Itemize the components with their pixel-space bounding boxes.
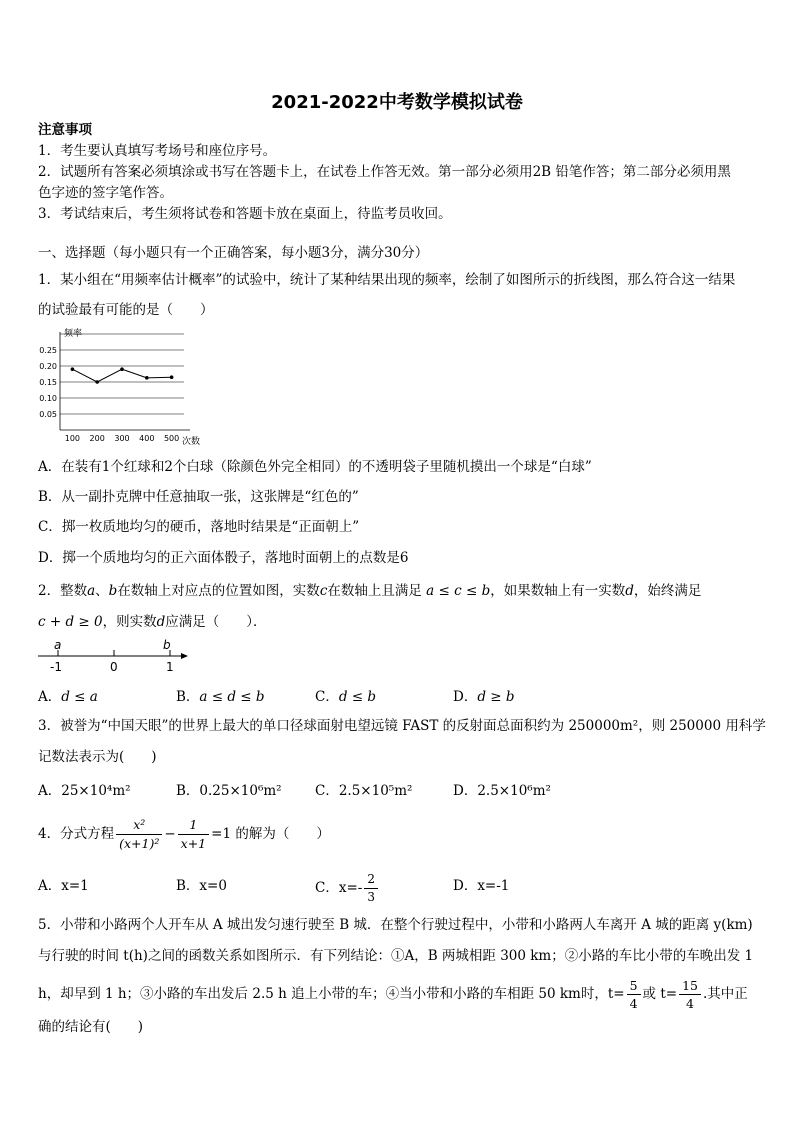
q2-text: 在数轴上且满足: [327, 583, 422, 599]
section-heading: 一、选择题（每小题只有一个正确答案，每小题3分，满分30分）: [38, 245, 429, 261]
q2-number-line: [36, 636, 196, 676]
q2-stem-line2: [38, 612, 758, 632]
axis-tick-neg1: -1: [50, 660, 62, 674]
q5-stem-line4: 确的结论有( ): [38, 1019, 144, 1035]
var-a: a: [87, 583, 96, 599]
q1-option-c: C．掷一枚质地均匀的硬币，落地时结果是“正面朝上”: [38, 519, 360, 535]
q1-stem-line2: 的试验最有可能的是（ ）: [38, 302, 214, 318]
data-point: [71, 367, 75, 371]
q2-stem-line1: [38, 581, 758, 601]
notice-item-3: 3．考试结束后，考生须将试卷和答题卡放在桌面上，待监考员收回。: [38, 206, 452, 222]
q5-fraction-2: $\frac{15}{4}$: [679, 977, 701, 1012]
q1-option-d: D．掷一个质地均匀的正六面体骰子，落地时面朝上的点数是6: [38, 550, 409, 566]
notice-item-2-cont: 色字迹的签字笔作答。: [38, 185, 173, 201]
var-c: c: [319, 583, 328, 599]
notice-item-1: 1．考生要认真填写考场号和座位序号。: [38, 143, 277, 159]
q5-text: .其中正: [702, 986, 748, 1002]
q4-fraction-2: $\frac{1}{x+1}$: [178, 816, 209, 853]
q4-prefix: 4．分式方程: [38, 826, 115, 842]
var-b: b: [108, 583, 118, 599]
q2-option-b: B．a ≤ d ≤ b: [176, 689, 265, 705]
axis-label-b: b: [163, 638, 171, 652]
q4-suffix: =1 的解为（ ）: [211, 826, 330, 842]
q3-option-c: C．2.5×10⁵m²: [315, 783, 413, 799]
q4-option-a: A．x=1: [38, 878, 89, 894]
q4-minus: −: [164, 826, 176, 842]
q4-option-d: D．x=-1: [453, 878, 510, 894]
q2-text: 在数轴上对应点的位置如图，实数: [117, 583, 320, 599]
notice-heading: 注意事项: [38, 122, 92, 138]
q1-option-a: A．在装有1个红球和2个白球（除颜色外完全相同）的不透明袋子里随机摸出一个球是“白球”: [38, 459, 592, 475]
y-tick-label: 0.20: [39, 362, 57, 371]
q3-stem-line2: 记数法表示为( ): [38, 749, 157, 765]
q1-option-b: B．从一副扑克牌中任意抽取一张，这张牌是“红色的”: [38, 489, 359, 505]
series-line: [72, 369, 171, 382]
x-tick-label: 300: [114, 434, 130, 443]
q2-option-a: A．d ≤ a: [38, 689, 98, 705]
q5-fraction-1: $\frac{5}{4}$: [627, 977, 641, 1012]
q5-text: 或 t=: [642, 986, 678, 1002]
q2-text: ，始终满足: [633, 583, 702, 599]
q5-stem-line3: [38, 972, 758, 1016]
q2-text: 2．整数: [38, 583, 88, 599]
condition-1: a ≤ c ≤ b: [426, 583, 491, 599]
var-d: d: [625, 583, 634, 599]
axis-tick-0: 0: [110, 660, 118, 674]
axis-tick-1: 1: [166, 660, 174, 674]
y-tick-label: 0.05: [39, 410, 57, 419]
q4-option-c: C．x=- $\frac{2}{3}$: [315, 868, 380, 908]
x-tick-label: 400: [139, 434, 155, 443]
q2-text: ，则实数: [102, 614, 157, 630]
y-axis-label: 频率: [64, 329, 83, 339]
var-d: d: [156, 614, 166, 630]
page-title: 2021-2022中考数学模拟试卷: [271, 92, 523, 113]
q3-option-a: A．25×10⁴m²: [38, 783, 131, 799]
q5-text: h，却早到 1 h；③小路的车出发后 2.5 h 追上小带的车；④当小带和小路的车相距 50 km时，t=: [38, 986, 625, 1002]
x-tick-label: 100: [64, 434, 81, 443]
notice-item-2: 2．试题所有答案必须填涂或书写在答题卡上，在试卷上作答无效。第一部分必须用2B 铅笔作答；第二部分必须用黑: [38, 164, 731, 180]
q3-stem-line1: 3．被誉为“中国天眼”的世界上最大的单口径球面射电望远镜 FAST 的反射面总面积约为 250000m²，则 250000 用科学: [38, 718, 766, 734]
q5-stem-line1: 5．小带和小路两个人开车从 A 城出发匀速行驶至 B 城．在整个行驶过程中，小带和小路两人车离开 A 城的距离 y(km): [38, 917, 753, 933]
data-point: [95, 380, 99, 384]
q1-stem-line1: 1．某小组在“用频率估计概率”的试验中，统计了某种结果出现的频率，绘制了如图所示的折线图，那么符合这一结果: [38, 272, 736, 288]
axis-label-a: a: [54, 638, 62, 652]
y-tick-label: 0.25: [39, 346, 57, 355]
q1-frequency-chart: [36, 326, 201, 447]
condition-2: c + d ≥ 0: [38, 614, 103, 630]
q5-stem-line2: 与行驶的时间 t(h)之间的函数关系如图所示．有下列结论：①A，B 两城相距 300 km；②小路的车比小带的车晚出发 1: [38, 948, 754, 964]
data-point: [120, 367, 124, 371]
q4-option-b: B．x=0: [176, 878, 227, 894]
q2-text: 、: [95, 583, 109, 599]
x-tick-label: 200: [89, 434, 105, 443]
q3-option-b: B．0.25×10⁶m²: [176, 783, 282, 799]
y-tick-label: 0.10: [39, 394, 57, 403]
q2-option-c: C．d ≤ b: [315, 689, 377, 705]
q2-text: ，如果数轴上有一实数: [490, 583, 626, 599]
q4-stem: [38, 812, 758, 856]
q3-option-d: D．2.5×10⁶m²: [453, 783, 551, 799]
data-point: [145, 376, 149, 380]
x-tick-label: 500: [163, 434, 180, 443]
data-point: [170, 375, 174, 379]
y-tick-label: 0.15: [39, 378, 57, 387]
q2-option-d: D．d ≥ b: [453, 689, 515, 705]
q2-text: 应满足（ ）．: [165, 614, 267, 630]
x-axis-label: 次数: [182, 437, 201, 447]
q4-fraction-1: $\frac{\text{x²}}{\text{(x+1)²}}$: [116, 816, 162, 853]
